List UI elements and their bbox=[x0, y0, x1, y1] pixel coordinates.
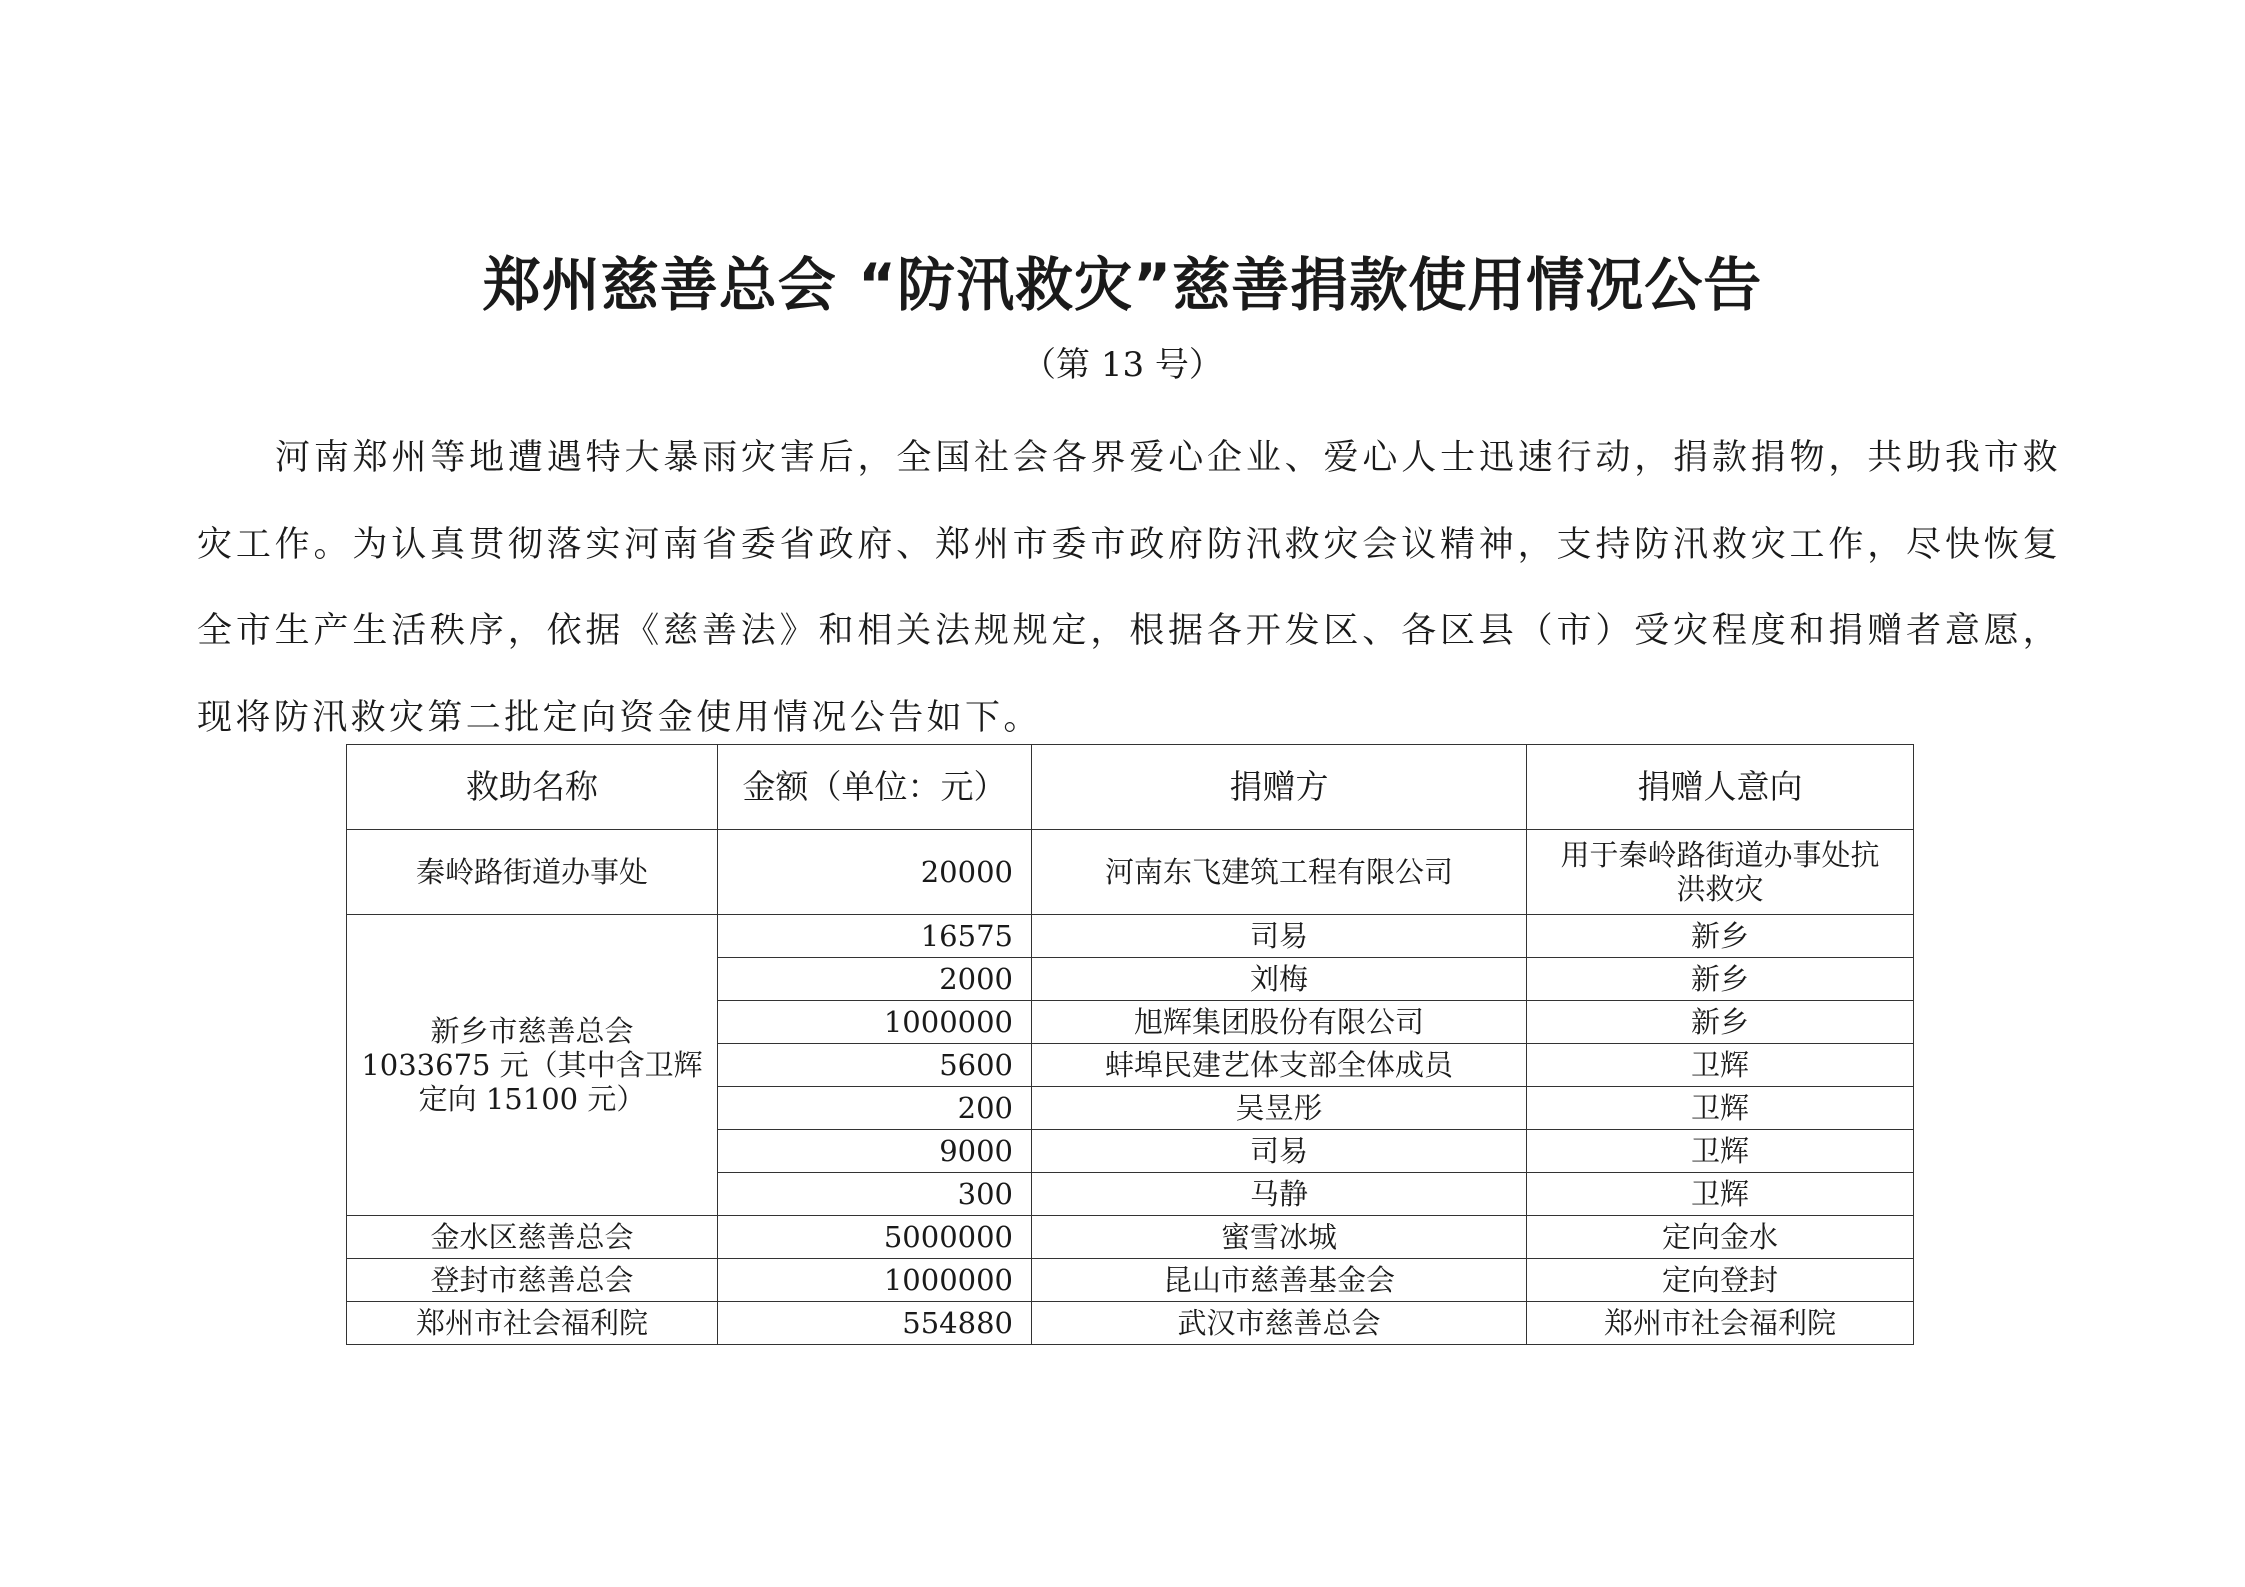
cell-intention: 卫辉 bbox=[1527, 1173, 1914, 1216]
cell-donor: 河南东飞建筑工程有限公司 bbox=[1032, 830, 1527, 915]
cell-donor: 昆山市慈善基金会 bbox=[1032, 1259, 1527, 1302]
cell-donor: 武汉市慈善总会 bbox=[1032, 1302, 1527, 1345]
cell-intention: 新乡 bbox=[1527, 915, 1914, 958]
header-name: 救助名称 bbox=[347, 745, 718, 830]
cell-donor: 吴昱彤 bbox=[1032, 1087, 1527, 1130]
name-line: 定向 15100 元） bbox=[418, 1082, 646, 1116]
table-row bbox=[347, 1216, 1914, 1259]
cell-intention: 郑州市社会福利院 bbox=[1527, 1302, 1914, 1345]
donation-usage-table bbox=[346, 744, 1914, 1345]
cell-intention: 新乡 bbox=[1527, 958, 1914, 1001]
cell-amount: 2000 bbox=[718, 958, 1032, 1001]
cell-intention: 卫辉 bbox=[1527, 1087, 1914, 1130]
cell-donor: 蜜雪冰城 bbox=[1032, 1216, 1527, 1259]
cell-name: 金水区慈善总会 bbox=[347, 1216, 718, 1259]
header-amount: 金额（单位：元） bbox=[718, 745, 1032, 830]
cell-donor: 旭辉集团股份有限公司 bbox=[1032, 1001, 1527, 1044]
issue-number: （第 13 号） bbox=[1022, 345, 1223, 385]
intention-line: 用于秦岭路街道办事处抗 bbox=[1560, 838, 1880, 872]
name-line: 新乡市慈善总会 bbox=[430, 1014, 634, 1048]
cell-amount: 9000 bbox=[718, 1130, 1032, 1173]
intention-line: 洪救灾 bbox=[1676, 872, 1764, 906]
name-line: 1033675 元（其中含卫辉 bbox=[361, 1048, 703, 1082]
cell-donor: 蚌埠民建艺体支部全体成员 bbox=[1032, 1044, 1527, 1087]
cell-amount: 554880 bbox=[718, 1302, 1032, 1345]
announcement-paragraph: 河南郑州等地遭遇特大暴雨灾害后，全国社会各界爱心企业、爱心人士迅速行动，捐款捐物，共助我市救灾工作。为认真贯彻落实河南省委省政府、郑州市委市政府防汛救灾会议精神，支持防汛救灾工作，尽快恢复全市生产生活秩序，依据《慈善法》和相关法规规定，根据各开发区、各区县（市）受灾程度和捐赠者意愿，现将防汛救灾第二批定向资金使用情况公告如下。 bbox=[197, 438, 2061, 738]
cell-intention: 卫辉 bbox=[1527, 1130, 1914, 1173]
document-title: 郑州慈善总会 “防汛救灾”慈善捐款使用情况公告 bbox=[482, 251, 1763, 319]
table-row bbox=[347, 915, 1914, 958]
table-row bbox=[347, 1259, 1914, 1302]
header-donor: 捐赠方 bbox=[1032, 745, 1527, 830]
cell-name: 登封市慈善总会 bbox=[347, 1259, 718, 1302]
cell-intention bbox=[1527, 830, 1914, 915]
cell-donor: 司易 bbox=[1032, 1130, 1527, 1173]
cell-donor: 马静 bbox=[1032, 1173, 1527, 1216]
cell-name: 秦岭路街道办事处 bbox=[347, 830, 718, 915]
cell-amount: 200 bbox=[718, 1087, 1032, 1130]
cell-name-merged bbox=[347, 915, 718, 1216]
table-row bbox=[347, 1302, 1914, 1345]
cell-intention: 定向金水 bbox=[1527, 1216, 1914, 1259]
cell-amount: 1000000 bbox=[718, 1001, 1032, 1044]
cell-name: 郑州市社会福利院 bbox=[347, 1302, 718, 1345]
cell-amount: 5600 bbox=[718, 1044, 1032, 1087]
cell-donor: 司易 bbox=[1032, 915, 1527, 958]
table-row bbox=[347, 830, 1914, 915]
cell-amount: 5000000 bbox=[718, 1216, 1032, 1259]
table-header-row bbox=[347, 745, 1914, 830]
cell-intention: 定向登封 bbox=[1527, 1259, 1914, 1302]
cell-amount: 20000 bbox=[718, 830, 1032, 915]
cell-donor: 刘梅 bbox=[1032, 958, 1527, 1001]
header-intention: 捐赠人意向 bbox=[1527, 745, 1914, 830]
cell-amount: 16575 bbox=[718, 915, 1032, 958]
cell-intention: 卫辉 bbox=[1527, 1044, 1914, 1087]
cell-intention: 新乡 bbox=[1527, 1001, 1914, 1044]
cell-amount: 1000000 bbox=[718, 1259, 1032, 1302]
cell-amount: 300 bbox=[718, 1173, 1032, 1216]
